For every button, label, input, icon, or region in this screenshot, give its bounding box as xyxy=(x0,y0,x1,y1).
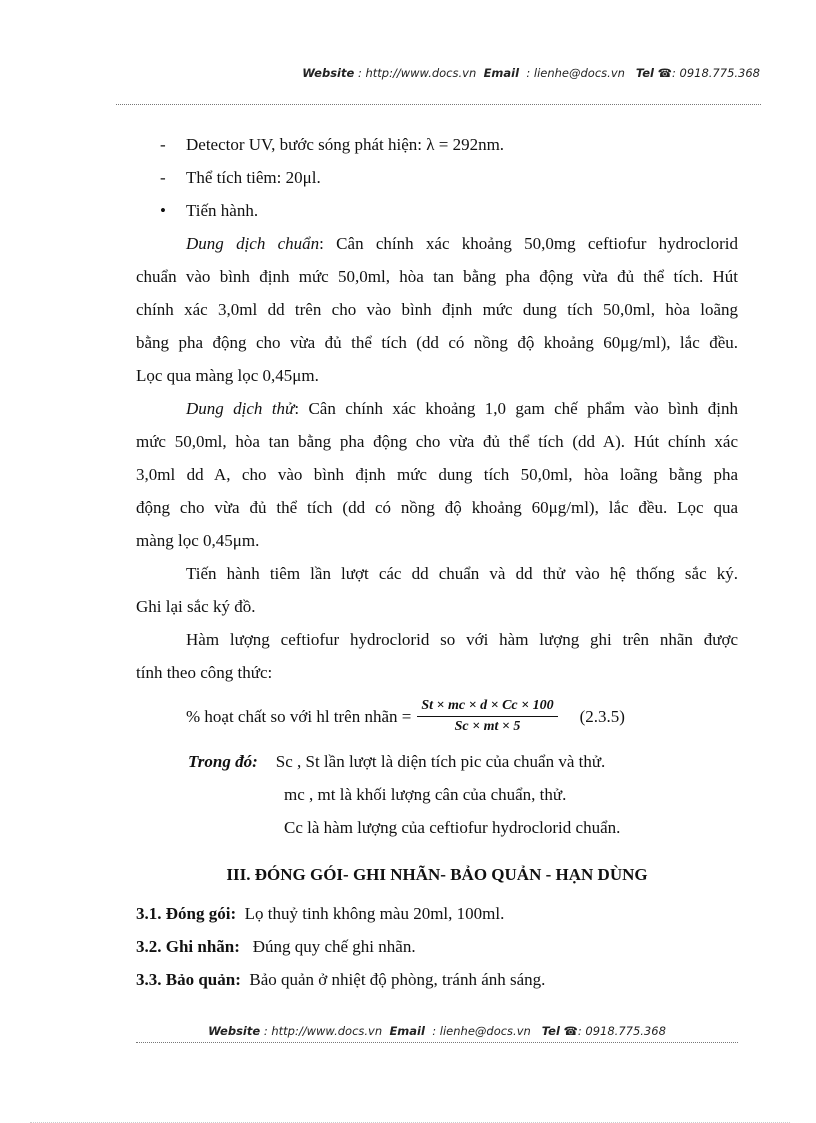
list-marker: - xyxy=(160,168,166,187)
where-row xyxy=(136,745,738,778)
list-item xyxy=(136,161,738,194)
inject-line: Ghi lại sắc ký đồ. xyxy=(136,597,256,616)
header-website-label: Website xyxy=(302,66,355,80)
test-label: Dung dịch thử xyxy=(186,399,295,418)
list-marker: • xyxy=(160,201,166,220)
phone-icon: ☎ xyxy=(563,1024,578,1038)
footer-tel-label: Tel xyxy=(541,1024,560,1038)
standard-line: chính xác 3,0ml dd trên cho vào bình định mức dung tích 50,0ml, hòa loãng xyxy=(136,300,738,319)
page-header xyxy=(120,66,760,80)
header-website-url[interactable]: : http://www.docs.vn xyxy=(357,66,477,80)
test-line: Dung dịch thử: Cân chính xác khoảng 1,0 gam chế phẩm vào bình định xyxy=(186,399,738,418)
content-line: Hàm lượng ceftiofur hydroclorid so với hàm lượng ghi trên nhãn được xyxy=(186,630,738,649)
header-email-value[interactable]: : lienhe@docs.vn xyxy=(526,66,625,80)
subsection-label: 3.2. Ghi nhãn: xyxy=(136,937,240,956)
footer-email-label: Email xyxy=(389,1024,425,1038)
content-line: tính theo công thức: xyxy=(136,663,273,682)
subsection-row xyxy=(136,963,738,996)
footer-email-value[interactable]: : lienhe@docs.vn xyxy=(432,1024,531,1038)
formula-lhs: % hoạt chất so với hl trên nhãn = xyxy=(186,706,412,726)
footer-website-url[interactable]: : http://www.docs.vn xyxy=(263,1024,383,1038)
document-body xyxy=(136,128,738,996)
list-item-text: Tiến hành. xyxy=(186,201,259,220)
standard-line: Dung dịch chuẩn: Cân chính xác khoảng 50,0mg ceftiofur hydroclorid xyxy=(186,234,738,253)
test-line: màng lọc 0,45μm. xyxy=(136,531,260,550)
subsection-text: Bảo quản ở nhiệt độ phòng, tránh ánh sáng. xyxy=(249,970,546,989)
subsection-text: Lọ thuỷ tinh không màu 20ml, 100ml. xyxy=(244,904,505,923)
where-line: Cc là hàm lượng của ceftiofur hydroclorid chuẩn. xyxy=(284,818,621,837)
footer-divider xyxy=(136,1042,738,1043)
subsection-label: 3.3. Bảo quản: xyxy=(136,970,241,989)
formula-fraction xyxy=(417,697,557,736)
subsection-label: 3.1. Đóng gói: xyxy=(136,904,237,923)
header-tel-label: Tel xyxy=(635,66,654,80)
equation-number: (2.3.5) xyxy=(579,706,625,726)
subsection-row xyxy=(136,897,738,930)
list-item-text: Detector UV, bước sóng phát hiện: λ = 292nm. xyxy=(186,135,505,154)
standard-label: Dung dịch chuẩn xyxy=(186,234,320,253)
formula-denominator: Sc × mt × 5 xyxy=(454,718,521,734)
subsection-row xyxy=(136,930,738,963)
list-item-text: Thể tích tiêm: 20μl. xyxy=(186,168,321,187)
test-line: 3,0ml dd A, cho vào bình định mức dung tích 50,0ml, hòa loãng bằng pha xyxy=(136,465,738,484)
list-marker: - xyxy=(160,135,166,154)
header-email-label: Email xyxy=(483,66,520,80)
footer-website-label: Website xyxy=(208,1024,261,1038)
where-line: mc , mt là khối lượng cân của chuẩn, thử. xyxy=(284,785,567,804)
standard-line: chuẩn vào bình định mức 50,0ml, hòa tan bằng pha động vừa đủ thể tích. Hút xyxy=(136,267,738,286)
formula xyxy=(136,693,738,739)
page-footer xyxy=(136,1024,738,1038)
header-divider xyxy=(116,104,761,105)
phone-icon: ☎ xyxy=(657,66,672,80)
formula-numerator: St × mc × d × Cc × 100 xyxy=(417,697,557,717)
test-line: động cho vừa đủ thể tích (dd có nồng độ khoảng 60μg/ml), lắc đều. Lọc qua xyxy=(136,498,738,517)
test-line: mức 50,0ml, hòa tan bằng pha động cho vừa đủ thể tích (dd A). Hút chính xác xyxy=(136,432,738,451)
header-tel-value: : 0918.775.368 xyxy=(671,66,760,80)
list-item xyxy=(136,194,738,227)
section-title: III. ĐÓNG GÓI- GHI NHÃN- BẢO QUẢN - HẠN DÙNG xyxy=(226,865,648,884)
list-item xyxy=(136,128,738,161)
standard-line: bằng pha động cho vừa đủ thể tích (dd có nồng độ khoảng 60μg/ml), lắc đều. xyxy=(136,333,738,352)
inject-line: Tiến hành tiêm lần lượt các dd chuẩn và dd thử vào hệ thống sắc ký. xyxy=(186,564,738,583)
subsection-text: Đúng quy chế ghi nhãn. xyxy=(252,937,416,956)
footer-tel-value: : 0918.775.368 xyxy=(577,1024,666,1038)
standard-line: Lọc qua màng lọc 0,45μm. xyxy=(136,366,319,385)
where-label: Trong đó: xyxy=(188,752,258,771)
where-line: Sc , St lần lượt là diện tích pic của chuẩn và thử. xyxy=(275,752,606,771)
